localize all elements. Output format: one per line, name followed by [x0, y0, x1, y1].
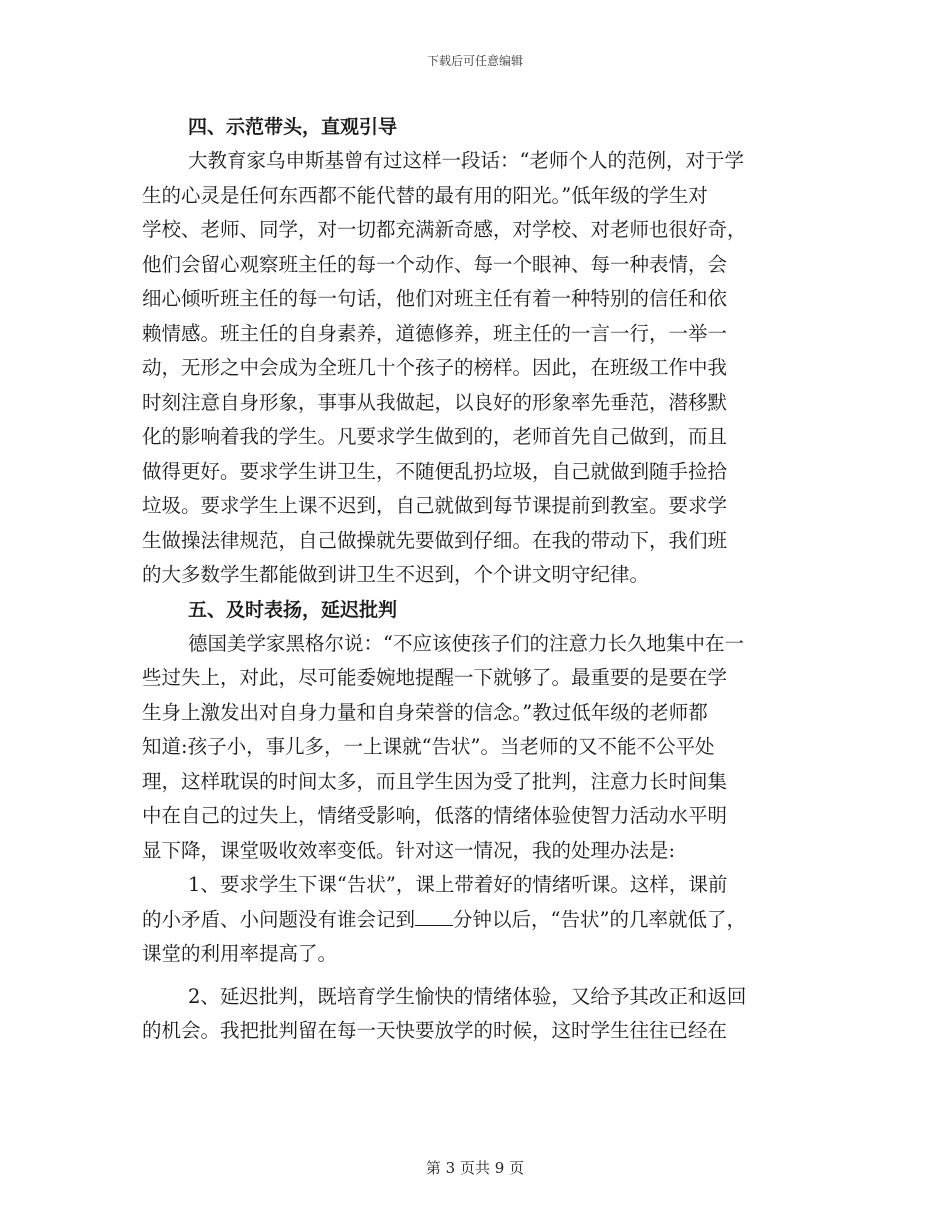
paragraph-line: 他们会留心观察班主任的每一个动作、每一个眼神、每一种表情，会: [142, 252, 728, 276]
paragraph-line: 做得更好。要求学生讲卫生，不随便乱扔垃圾，自己就做到随手捡拾: [142, 459, 728, 483]
paragraph-line: 中在自己的过失上，情绪受影响，低落的情绪体验使智力活动水平明: [142, 804, 728, 827]
paragraph-line: 学校、老师、同学，对一切都充满新奇感，对学校、对老师也很好奇，: [142, 218, 747, 241]
paragraph-line: 生做操法律规范，自己做操就先要做到仔细。在我的带动下，我们班: [142, 528, 728, 552]
paragraph-line: 的大多数学生都能做到讲卫生不迟到，个个讲文明守纪律。: [142, 563, 650, 586]
page-header: 下载后可任意编辑: [426, 54, 523, 68]
paragraph-line: 理，这样耽误的时间太多，而且学生因为受了批判，注意力长时间集: [142, 769, 728, 793]
list-item-line: 1、要求学生下课“告状”，课上带着好的情绪听课。这样，课前: [188, 873, 728, 896]
paragraph-line: 德国美学家黑格尔说：“不应该使孩子们的注意力长久地集中在一: [188, 631, 744, 655]
list-item-line: [142, 903, 814, 938]
paragraph-line: 细心倾听班主任的每一句话，他们对班主任有着一种特别的信任和依: [142, 287, 728, 310]
paragraph-line: 显下降，课堂吸收效率变低。针对这一情况，我的处理办法是:: [142, 838, 676, 862]
section-heading: 四、示范带头，直观引导: [188, 116, 398, 138]
paragraph-line: 垃圾。要求学生上课不迟到，自己就做到每节课提前到教室。要求学: [142, 494, 728, 517]
paragraph-line: 生身上激发出对自身力量和自身荣誉的信念。”教过低年级的老师都: [142, 700, 708, 724]
fill-in-blank: [415, 907, 453, 926]
paragraph-line: 些过失上，对此，尽可能委婉地提醒一下就够了。最重要的是要在学: [142, 666, 728, 689]
paragraph-line: 动，无形之中会成为全班几十个孩子的榜样。因此，在班级工作中我: [142, 356, 728, 379]
paragraph-line: 知道:孩子小，事儿多，一上课就“告状”。当老师的又不能不公平处: [142, 735, 715, 758]
paragraph-line: 化的影响着我的学生。凡要求学生做到的，老师首先自己做到，而且: [142, 425, 728, 448]
text-span: 的小矛盾、小问题没有谁会记到: [142, 907, 416, 931]
text-span: 分钟以后，“告状”的几率就低了，: [453, 907, 746, 931]
paragraph-line: 生的心灵是任何东西都不能代替的最有用的阳光。”低年级的学生对: [142, 183, 708, 207]
list-item-line: 2、延迟批判，既培育学生愉快的情绪体验，又给予其改正和返回: [188, 984, 747, 1008]
document-body: [142, 110, 814, 1049]
section-heading: 五、及时表扬，延迟批判: [188, 598, 398, 621]
paragraph-line: 大教育家乌申斯基曾有过这样一段话：“老师个人的范例，对于学: [188, 149, 744, 172]
paragraph-line: 赖情感。班主任的自身素养，道德修养，班主任的一言一行，一举一: [142, 321, 728, 345]
list-item-line: 课堂的利用率提高了。: [142, 942, 338, 965]
paragraph-line: 时刻注意自身形象，事事从我做起，以良好的形象率先垂范，潜移默: [142, 390, 728, 414]
paragraph-gap: [142, 972, 814, 980]
list-item-line: 的机会。我把批判留在每一天快要放学的时候，这时学生往往已经在: [142, 1019, 728, 1042]
page-footer: 第 3 页共 9 页: [425, 1159, 525, 1177]
